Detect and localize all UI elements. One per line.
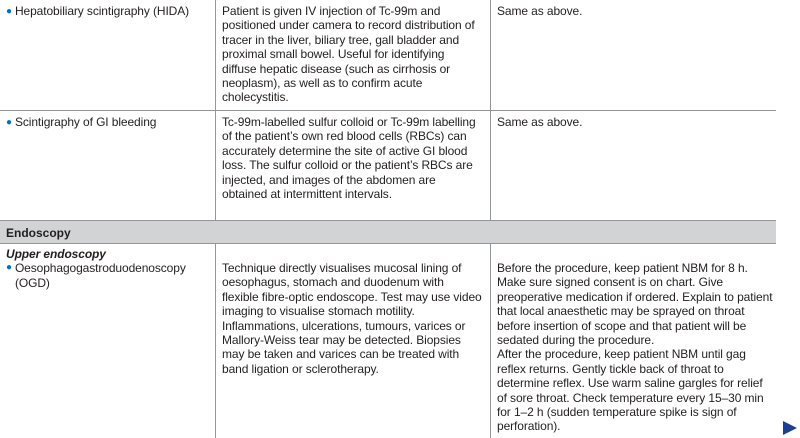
nursing-before-text: Before the procedure, keep patient NBM for 8 h. Make sure signed consent is on chart. Give preoperative medication if ordered. Explain to patient that local anaesthetic may be sprayed on throat before insertion of scope and that patient will be sedated during the procedure. — [497, 261, 773, 348]
description-cell — [222, 261, 482, 376]
test-name: Scintigraphy of GI bleeding — [14, 115, 157, 129]
nursing-cell — [497, 115, 773, 129]
test-name-cell — [6, 115, 211, 131]
bullet-dot-icon: ● — [6, 117, 12, 128]
test-name: Hepatobiliary scintigraphy (HIDA) — [14, 4, 190, 18]
table-row — [0, 244, 776, 438]
table-row — [0, 0, 776, 110]
description-cell — [222, 115, 482, 201]
nursing-after-text: After the procedure, keep patient NBM until gag reflex returns. Gently tickle back of throat to determine reflex. Use warm saline gargles for relief of sore throat. Check temperature every 15–30 min for 1–2 h (sudden temperature spike is sign of perforation). — [497, 347, 764, 434]
test-name-cell — [6, 4, 211, 20]
description-cell — [222, 4, 482, 105]
nursing-text: Same as above. — [497, 115, 583, 129]
column-divider — [490, 244, 491, 438]
continue-arrow-icon — [783, 421, 797, 435]
nursing-text: Same as above. — [497, 4, 583, 18]
section-title: Endoscopy — [6, 226, 71, 240]
description-text: Technique directly visualises mucosal lining of oesophagus, stomach and duodenum with flexible fibre-optic endoscope. Test may use video imaging to visualise stomach motility. Inflammations, ulcerations, tumours, varices or Mallory-Weiss tear may be detected. Biopsies may be taken and varices can be treated with band ligation or sclerotherapy. — [222, 261, 482, 376]
description-text: Tc-99m-labelled sulfur colloid or Tc-99m labelling of the patient’s own red blood cells (RBCs) can accurately determine the site of active GI blood loss. The sulfur colloid or the patient’s RBCs are injected, and images of the abdomen are obtained at intermittent intervals. — [222, 115, 476, 202]
test-name: Oesophagogastroduodenoscopy (OGD) — [14, 261, 186, 290]
section-header — [0, 220, 776, 244]
test-name-cell — [6, 247, 211, 290]
table-row — [0, 110, 776, 221]
nursing-cell — [497, 4, 773, 18]
nursing-cell — [497, 261, 773, 434]
column-divider — [215, 0, 216, 110]
description-text: Patient is given IV injection of Tc-99m and positioned under camera to record distribution of tracer in the liver, biliary tree, gall bladder and proximal small bowel. Useful for identifying diffuse hepatic disease (such as cirrhosis or neoplasm), as well as to confirm acute cholecystitis. — [222, 4, 475, 105]
column-divider — [215, 244, 216, 438]
bullet-dot-icon: ● — [6, 6, 12, 17]
column-divider — [490, 111, 491, 221]
column-divider — [215, 111, 216, 221]
subheading: Upper endoscopy — [6, 247, 106, 261]
column-divider — [490, 0, 491, 110]
bullet-dot-icon: ● — [6, 262, 12, 274]
